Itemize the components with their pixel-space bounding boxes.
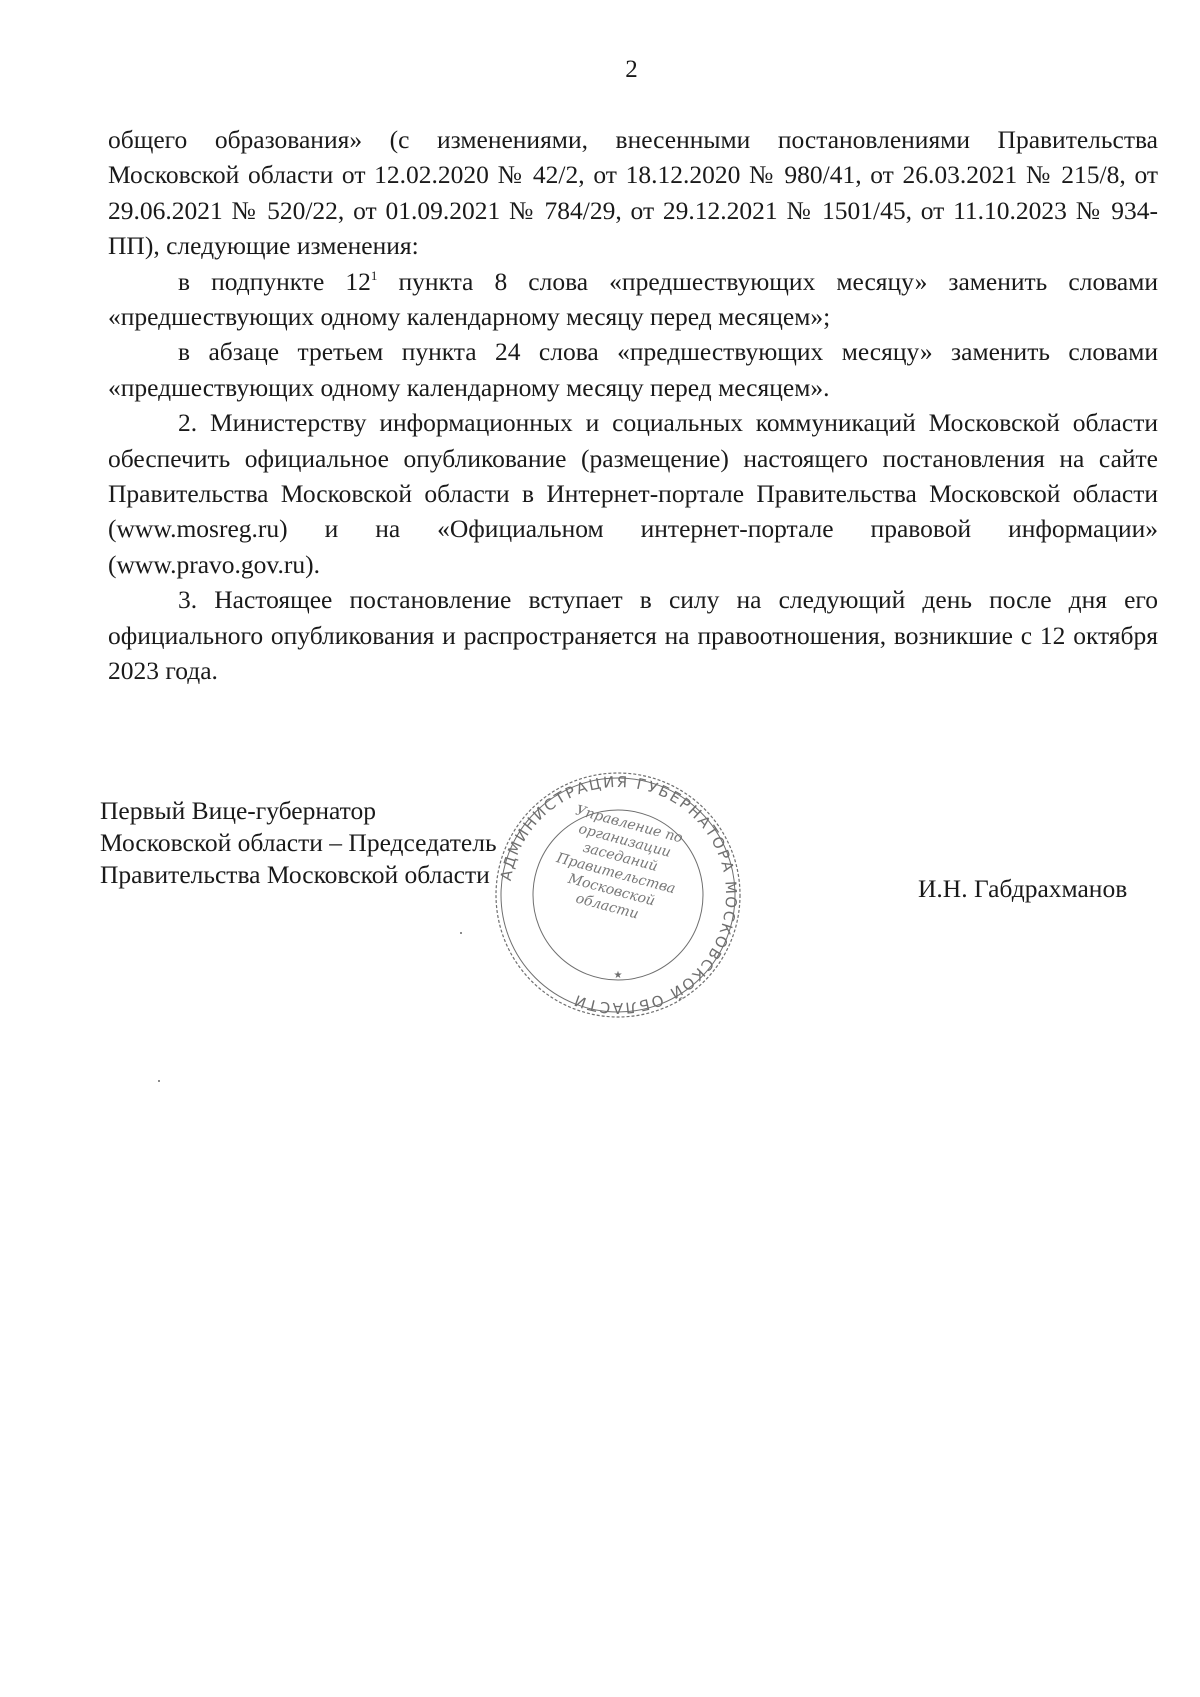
scan-speck: [460, 932, 462, 934]
seal-inner-text: Управление по организации заседаний Правительства Московской области: [554, 802, 685, 923]
paragraph-point-24: в абзаце третьем пункта 24 слова «предшествующих месяцу» заменить словами «предшествующих одному календарному месяцу перед месяцем».: [108, 337, 1158, 402]
paragraph-subpoint-12-start: в подпункте 12: [178, 266, 371, 296]
document-body: [108, 122, 1158, 689]
svg-text:★: ★: [613, 970, 623, 981]
official-seal-stamp: [488, 770, 748, 1020]
signatory-name: И.Н. Габдрахманов: [918, 874, 1128, 903]
signatory-title: [100, 795, 497, 891]
scan-speck: [158, 1080, 160, 1082]
page-number: 2: [625, 56, 638, 83]
superscript-index: 1: [370, 267, 378, 283]
signatory-title-line-1: Первый Вице-губернатор: [100, 796, 376, 825]
signatory-title-line-2: Московской области – Председатель: [100, 828, 497, 857]
paragraph-subpoint-12-end: пункта 8 слова «предшествующих месяцу» заменить словами «предшествующих одному календарному месяцу перед месяцем»;: [108, 266, 1158, 332]
paragraph-item-3: 3. Настоящее постановление вступает в силу на следующий день после дня его официального опубликования и распространяется на правоотношения, возникшие с 12 октября 2023 года.: [108, 585, 1158, 686]
paragraph-subpoint-12: [108, 264, 1158, 335]
seal-ring-text: АДМИНИСТРАЦИЯ ГУБЕРНАТОРА МОСКОВСКОЙ ОБЛАСТИ: [496, 772, 741, 1018]
paragraph-item-2: 2. Министерству информационных и социальных коммуникаций Московской области обеспечить официальное опубликование (размещение) настоящего постановления на сайте Правительства Московской области в Интернет-портале Правительства Московской области (www.mosreg.ru) и на «Официальном интернет-портале правовой информации» (www.pravo.gov.ru).: [108, 408, 1158, 579]
paragraph-intro: общего образования» (с изменениями, внесенными постановлениями Правительства Московской области от 12.02.2020 № 42/2, от 18.12.2020 № 980/41, от 26.03.2021 № 215/8, от 29.06.2021 № 520/22, от 01.09.2021 № 784/29, от 29.12.2021 № 1501/45, от 11.10.2023 № 934-ПП), следующие изменения:: [108, 125, 1158, 261]
signatory-title-line-3: Правительства Московской области: [100, 860, 490, 889]
